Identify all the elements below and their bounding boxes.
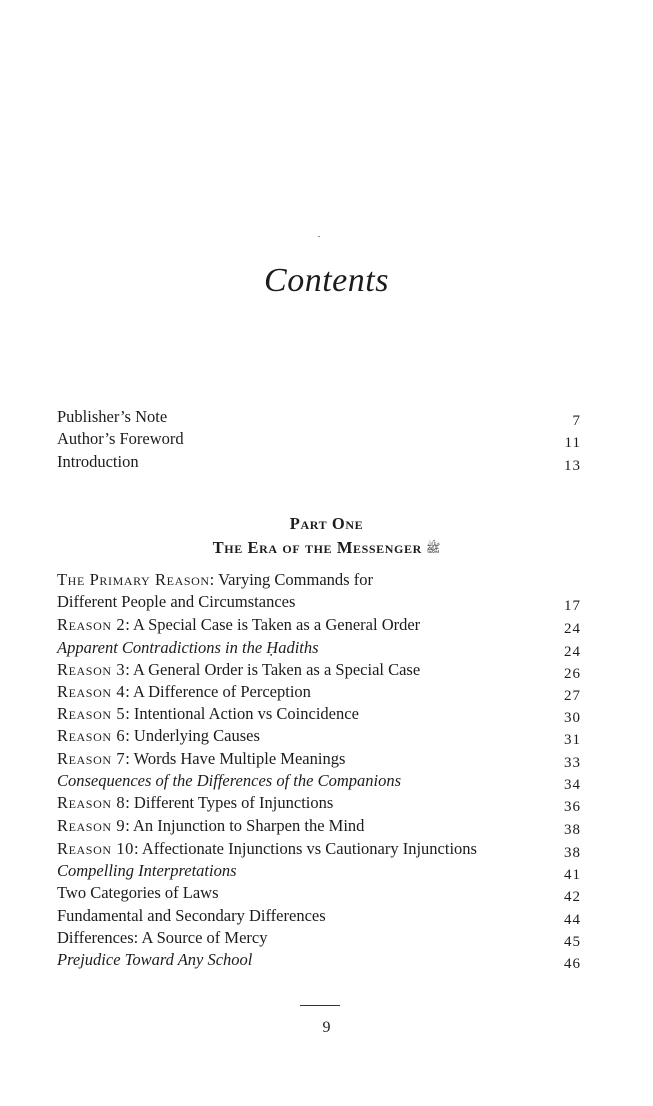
toc-entry[interactable] bbox=[57, 682, 581, 704]
toc-entry-lead: Reason 5 bbox=[57, 704, 126, 723]
toc-entry[interactable] bbox=[57, 771, 581, 793]
toc-entry-lead: Reason 8 bbox=[57, 793, 126, 812]
toc-entry-label: Differences: A Source of Mercy bbox=[57, 928, 268, 947]
toc-entry[interactable] bbox=[57, 883, 581, 905]
toc-entry-label: Prejudice Toward Any School bbox=[57, 950, 253, 969]
toc-entry-label: : Underlying Causes bbox=[125, 726, 260, 745]
toc-entry[interactable] bbox=[57, 839, 581, 861]
toc-entry-page: 45 bbox=[564, 934, 581, 950]
toc-entry-page: 24 bbox=[564, 621, 581, 637]
toc-entry-page: 46 bbox=[564, 956, 581, 972]
toc-entry-page: 41 bbox=[564, 867, 581, 883]
toc-entry-label: Different People and Circumstances bbox=[57, 592, 296, 611]
page-title: Contents bbox=[264, 262, 389, 299]
toc-entry[interactable] bbox=[57, 660, 581, 682]
toc-entry[interactable] bbox=[57, 928, 581, 950]
part-subheading-text: The Era of the Messenger bbox=[212, 538, 422, 557]
toc-entry-label: : Varying Commands for bbox=[209, 570, 373, 589]
toc-entry-label: Compelling Interpretations bbox=[57, 861, 237, 880]
toc-entry-page: 17 bbox=[564, 598, 581, 614]
toc-entry[interactable] bbox=[57, 816, 581, 838]
toc-entry-page: 30 bbox=[564, 710, 581, 726]
toc-entry-page: 11 bbox=[564, 435, 581, 451]
toc-entry-label: : An Injunction to Sharpen the Mind bbox=[125, 816, 365, 835]
toc-entry-label: Introduction bbox=[57, 452, 139, 471]
part-subheading bbox=[0, 538, 653, 558]
print-speck bbox=[318, 236, 320, 237]
toc-entry-label: : Affectionate Injunctions vs Cautionary Injunctions bbox=[134, 839, 477, 858]
toc-entry-label: Publisher’s Note bbox=[57, 407, 168, 426]
toc-entry-label: : Words Have Multiple Meanings bbox=[125, 749, 346, 768]
honorific-glyph: ﷺ bbox=[425, 541, 441, 555]
toc-entry-label: : A Special Case is Taken as a General Order bbox=[125, 615, 421, 634]
toc-entry-lead: Reason 10 bbox=[57, 839, 135, 858]
toc-entry-page: 38 bbox=[564, 822, 581, 838]
toc-entry[interactable] bbox=[57, 906, 581, 928]
toc-entry-page: 38 bbox=[564, 845, 581, 861]
toc-entry-label: : Different Types of Injunctions bbox=[125, 793, 334, 812]
toc-entry[interactable] bbox=[57, 638, 581, 660]
toc-entry[interactable] bbox=[57, 704, 581, 726]
toc-entry-label: Author’s Foreword bbox=[57, 429, 184, 448]
toc-entry-page: 27 bbox=[564, 688, 581, 704]
toc-entry[interactable] bbox=[57, 615, 581, 637]
toc-entry[interactable] bbox=[57, 950, 581, 972]
toc-entry-label: Consequences of the Differences of the Companions bbox=[57, 771, 401, 790]
toc-entry-page: 44 bbox=[564, 912, 581, 928]
toc-entry-page: 36 bbox=[564, 799, 581, 815]
toc-entry-page: 24 bbox=[564, 644, 581, 660]
toc-entry-page: 33 bbox=[564, 755, 581, 771]
toc-entry-lead: Reason 3 bbox=[57, 660, 126, 679]
footer-rule bbox=[300, 1005, 340, 1006]
toc-entry-page: 31 bbox=[564, 732, 581, 748]
toc-entry-publishers-note[interactable] bbox=[57, 407, 581, 429]
toc-entry-lead: Reason 7 bbox=[57, 749, 126, 768]
toc-entry[interactable] bbox=[57, 570, 581, 592]
toc-entry[interactable] bbox=[57, 793, 581, 815]
toc-entry-page: 34 bbox=[564, 777, 581, 793]
toc-entry-lead: Reason 9 bbox=[57, 816, 126, 835]
toc-entry-page: 26 bbox=[564, 666, 581, 682]
toc-entry-page: 7 bbox=[572, 413, 581, 429]
toc-entry-lead: Reason 4 bbox=[57, 682, 126, 701]
toc-entry-lead: Reason 2 bbox=[57, 615, 126, 634]
toc-entry-label: : Intentional Action vs Coincidence bbox=[125, 704, 359, 723]
toc-entry[interactable] bbox=[57, 726, 581, 748]
toc-entry-introduction[interactable] bbox=[57, 452, 581, 474]
toc-entry-label: : A General Order is Taken as a Special Case bbox=[125, 660, 421, 679]
part-heading: Part One bbox=[289, 514, 364, 533]
toc-entry-label: : A Difference of Perception bbox=[125, 682, 311, 701]
toc-entry-lead: The Primary Reason bbox=[57, 570, 210, 589]
toc-entry-label: Two Categories of Laws bbox=[57, 883, 219, 902]
toc-entry-label: Apparent Contradictions in the Ḥadiths bbox=[57, 638, 319, 657]
toc-entry-page: 42 bbox=[564, 889, 581, 905]
toc-entry-lead: Reason 6 bbox=[57, 726, 126, 745]
toc-entry[interactable] bbox=[57, 592, 581, 614]
toc-entry[interactable] bbox=[57, 749, 581, 771]
toc-entry-authors-foreword[interactable] bbox=[57, 429, 581, 451]
toc-entry[interactable] bbox=[57, 861, 581, 883]
toc-entry-label: Fundamental and Secondary Differences bbox=[57, 906, 326, 925]
toc-entry-page: 13 bbox=[564, 458, 581, 474]
page-number: 9 bbox=[322, 1019, 331, 1036]
